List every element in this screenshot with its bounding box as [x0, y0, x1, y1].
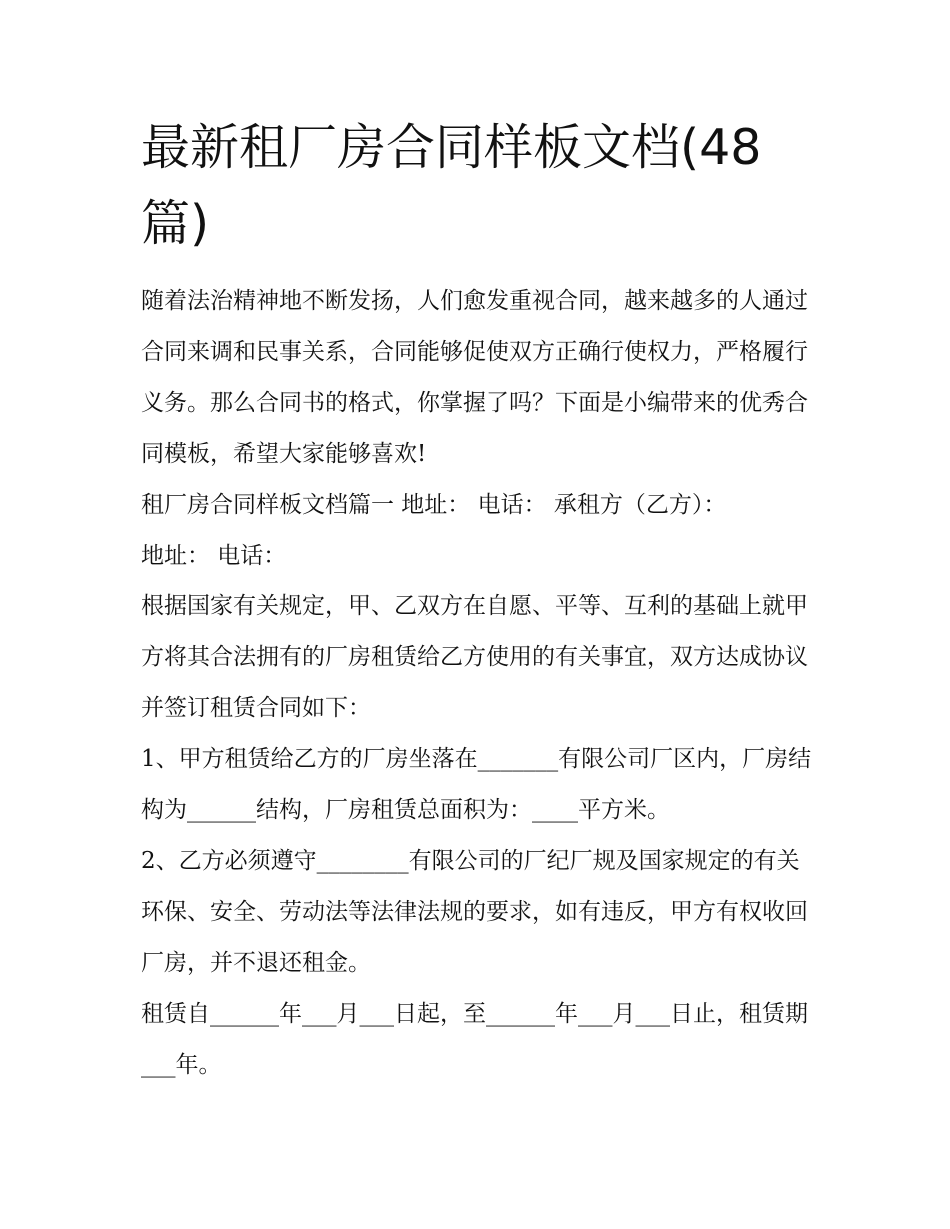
paragraph-clause-1: 1、甲方租赁给乙方的厂房坐落在_______有限公司厂区内，厂房结构为______结构，厂房租赁总面积为：____平方米。	[141, 746, 812, 824]
paragraph-intro: 随着法治精神地不断发扬，人们愈发重视合同，越来越多的人通过合同来调和民事关系，合同能够促使双方正确行使权力，严格履行义务。那么合同书的格式，你掌握了吗？下面是小编带来的优秀合同模板，希望大家能够喜欢!	[141, 288, 808, 467]
paragraph-address-phone: 地址： 电话：	[141, 542, 287, 569]
document-body	[141, 276, 813, 1091]
document-title: 最新租厂房合同样板文档(48篇)	[141, 119, 762, 252]
paragraph-lessee-info: 租厂房合同样板文档篇一 地址： 电话： 承租方（乙方）：	[141, 491, 727, 518]
paragraph-lease-term: 租赁自______年___月___日起，至______年___月___日止，租赁期___年。	[141, 1000, 808, 1078]
paragraph-clause-2: 2、乙方必须遵守________有限公司的厂纪厂规及国家规定的有关环保、安全、劳动法等法律法规的要求，如有违反，甲方有权收回厂房，并不退还租金。	[141, 847, 808, 976]
paragraph-agreement-basis: 根据国家有关规定，甲、乙双方在自愿、平等、互利的基础上就甲方将其合法拥有的厂房租赁给乙方使用的有关事宜，双方达成协议并签订租赁合同如下：	[141, 593, 808, 722]
